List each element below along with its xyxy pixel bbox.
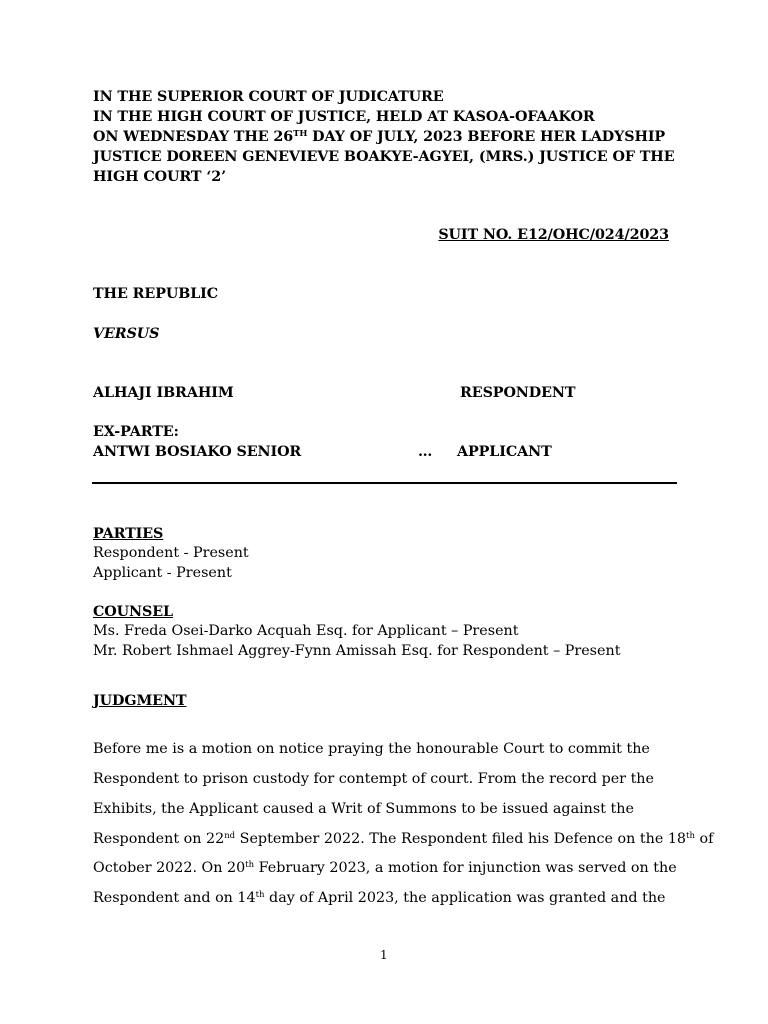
ordinal-suffix: th [255,890,265,900]
suit-number: SUIT NO. E12/OHC/024/2023 [438,227,669,243]
respondent-name: ALHAJI IBRAHIM [93,385,234,401]
judgment-line-4 [93,830,713,850]
respondent-role: RESPONDENT [460,385,576,401]
judgment-line-4-a: Respondent on 22 [93,831,225,847]
applicant-name: ANTWI BOSIAKO SENIOR [93,444,302,460]
ordinal-suffix: nd [224,831,236,841]
applicant-dots: … [418,444,433,460]
horizontal-divider [92,482,677,484]
judgment-line-4-c: of [694,831,714,847]
judgment-line-4-b: September 2022. The Respondent filed his Defence on the 18 [235,831,687,847]
court-heading-line-4: JUSTICE DOREEN GENEVIEVE BOAKYE-AGYEI, (MRS.) JUSTICE OF THE [93,149,675,165]
applicant-role: APPLICANT [457,444,552,460]
counsel-item-applicant: Ms. Freda Osei-Darko Acquah Esq. for Applicant – Present [93,623,519,639]
judgment-line-6-b: day of April 2023, the application was granted and the [264,890,666,906]
page-number: 1 [380,948,388,962]
judgment-heading: JUDGMENT [93,693,187,709]
parties-heading: PARTIES [93,526,164,542]
ordinal-suffix: TH [293,129,308,139]
heading-line-3-end: DAY OF JULY, 2023 BEFORE HER LADYSHIP [307,129,666,145]
judgment-line-5-a: October 2022. On 20 [93,860,246,876]
court-heading-line-3 [93,128,665,148]
judgment-line-5-b: February 2023, a motion for injunction was served on the [254,860,677,876]
ordinal-suffix: th [245,860,255,870]
versus-label: VERSUS [93,326,160,342]
court-heading-line-5: HIGH COURT ‘2’ [93,169,226,185]
ordinal-suffix: th [686,831,695,841]
judgment-line-3: Exhibits, the Applicant caused a Writ of Summons to be issued against the [93,801,634,817]
judgment-line-5 [93,859,677,879]
counsel-heading: COUNSEL [93,604,173,620]
judgment-line-2: Respondent to prison custody for contempt of court. From the record per the [93,771,654,787]
court-heading-line-2: IN THE HIGH COURT OF JUSTICE, HELD AT KASOA-OFAAKOR [93,109,595,125]
court-heading-line-1: IN THE SUPERIOR COURT OF JUDICATURE [93,89,444,105]
party-item-respondent: Respondent - Present [93,545,249,561]
judgment-line-1: Before me is a motion on notice praying the honourable Court to commit the [93,741,650,757]
judgment-line-6 [93,889,666,909]
judgment-line-6-a: Respondent and on 14 [93,890,256,906]
party-item-applicant: Applicant - Present [93,565,232,581]
ex-parte-label: EX-PARTE: [93,424,179,440]
counsel-item-respondent: Mr. Robert Ishmael Aggrey-Fynn Amissah Esq. for Respondent – Present [93,643,621,659]
heading-line-3-start: ON WEDNESDAY THE 26 [93,129,294,145]
the-republic: THE REPUBLIC [93,286,219,302]
